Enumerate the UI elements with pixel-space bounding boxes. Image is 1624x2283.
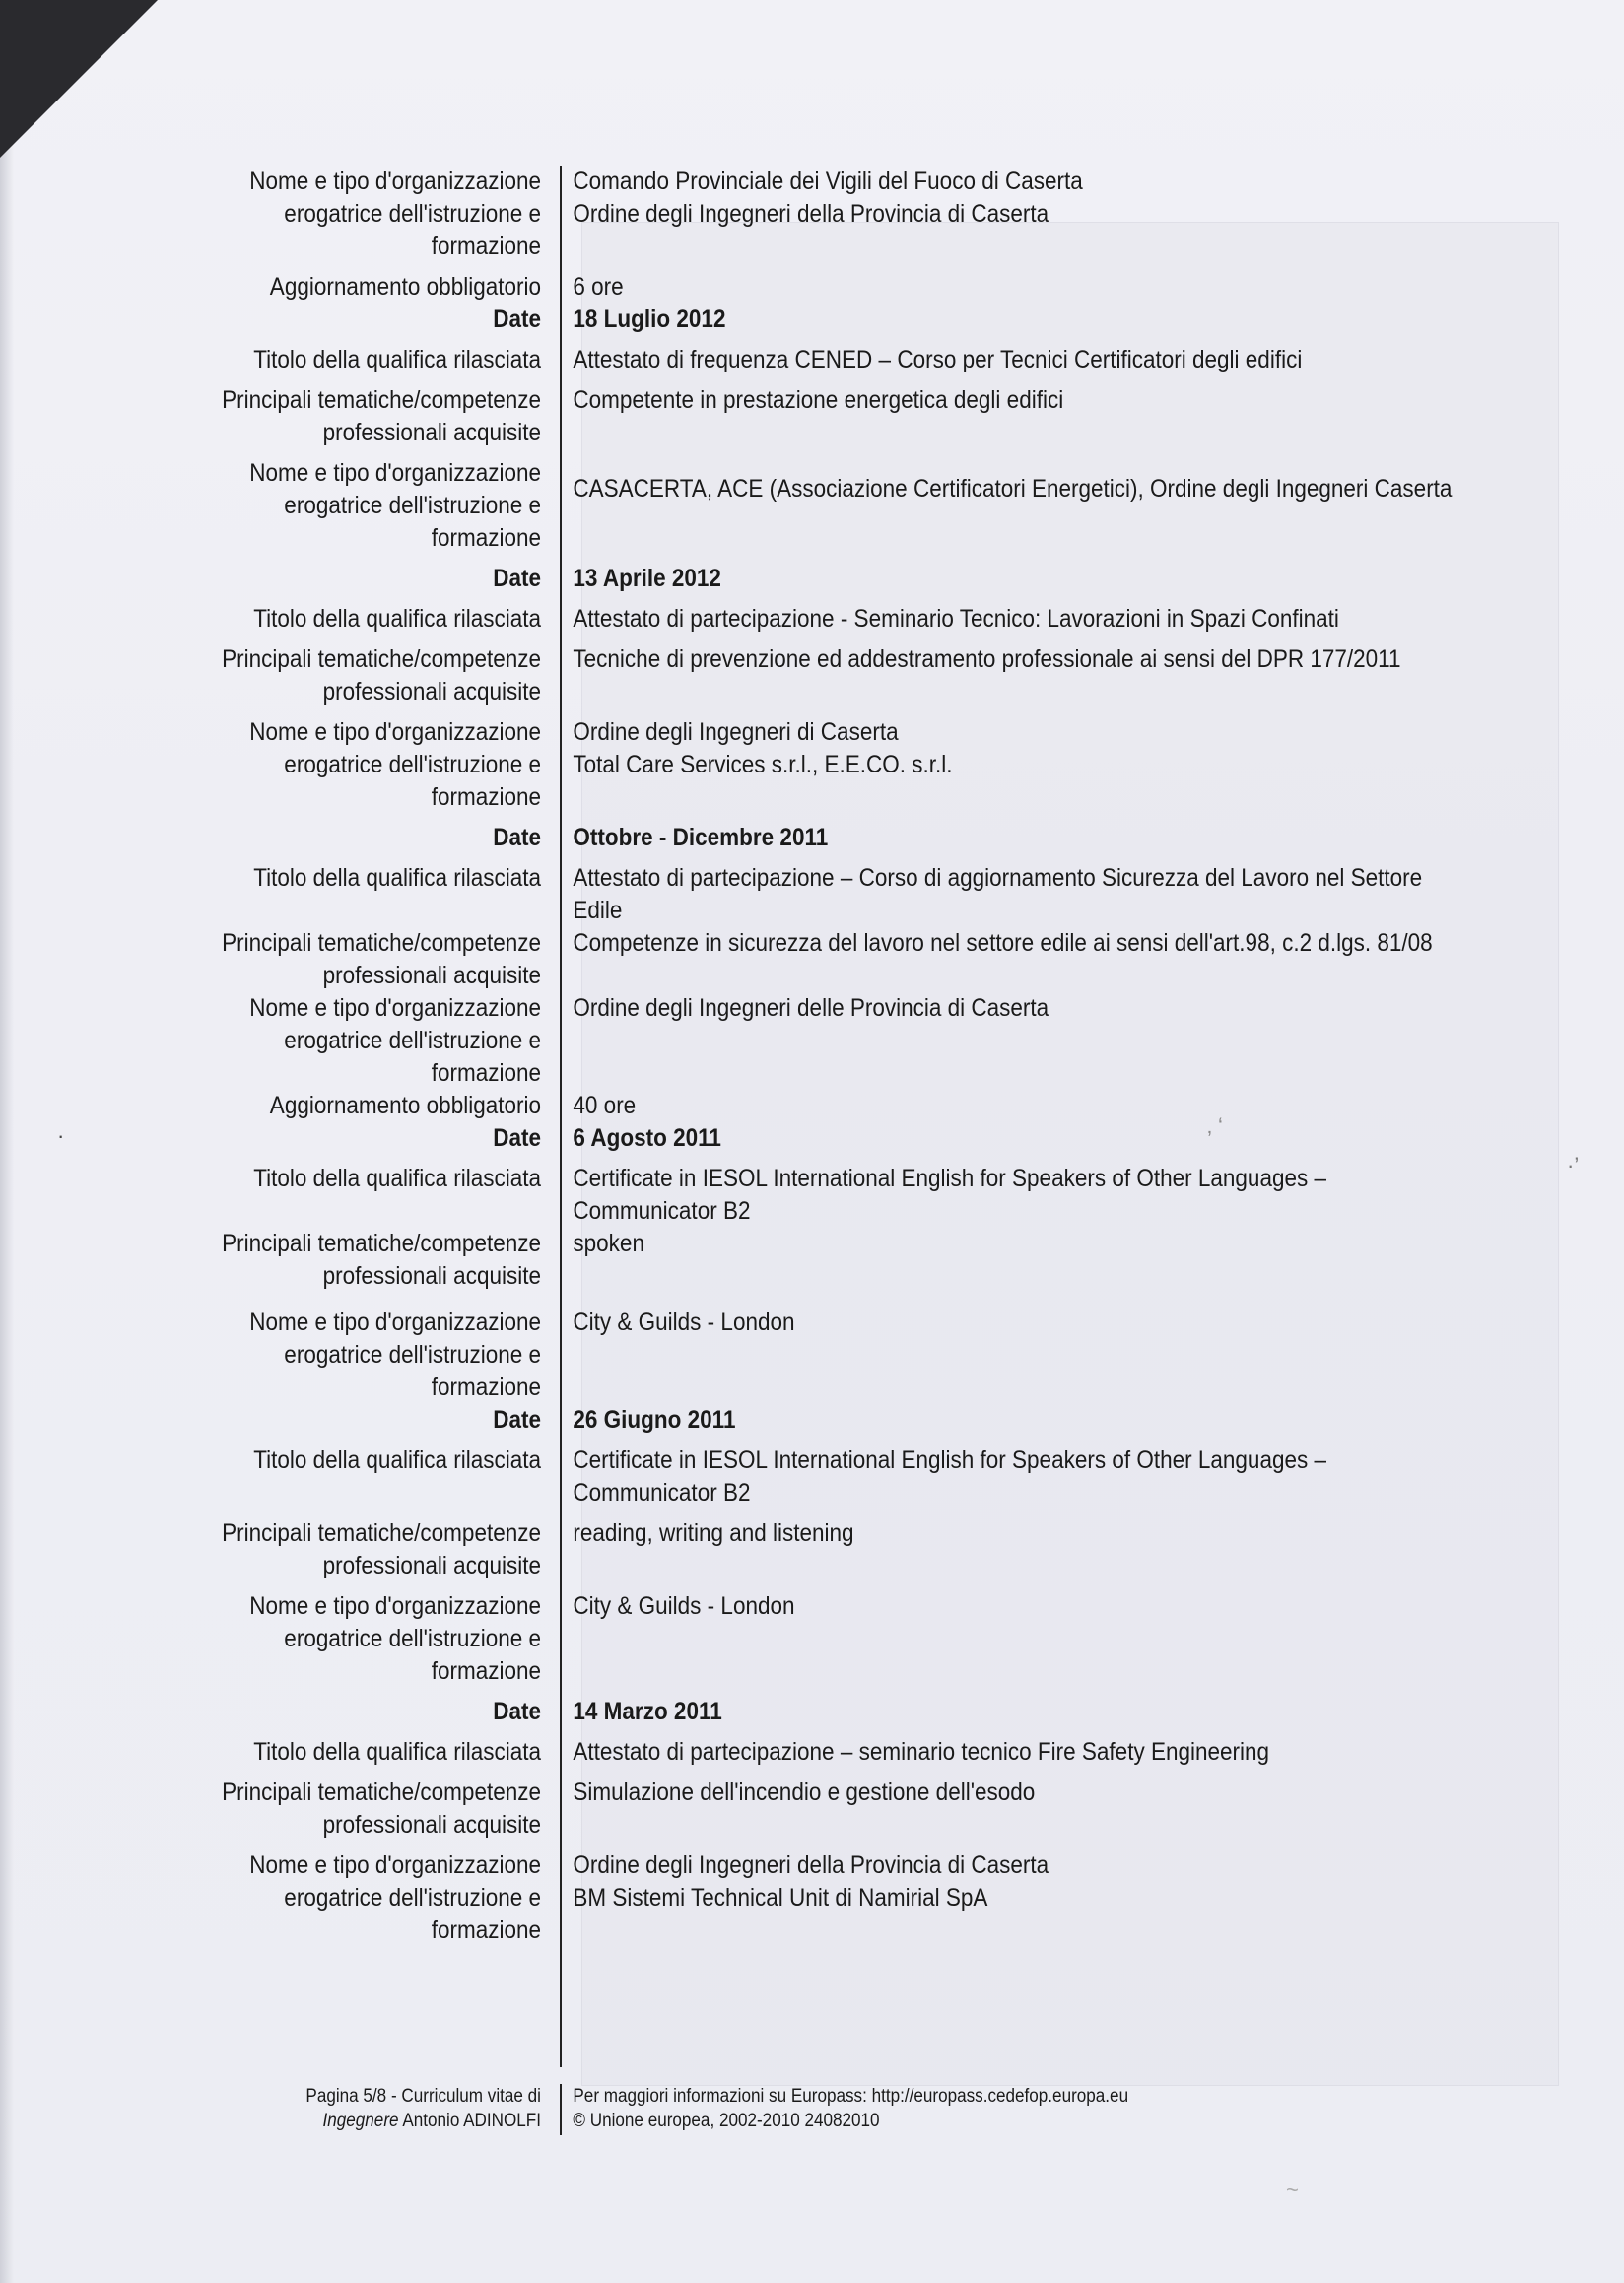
skills-label: Principali tematiche/competenze professionali acquisite xyxy=(222,1230,541,1290)
org-value: City & Guilds - London xyxy=(573,1592,795,1620)
skills-row xyxy=(158,1228,1557,1293)
title-label: Titolo della qualifica rilasciata xyxy=(253,346,541,373)
footer-page-info xyxy=(197,2084,550,2133)
org-value: Ordine degli Ingegneri della Provincia di Caserta BM Sistemi Technical Unit di Namirial SpA xyxy=(573,1851,1049,1912)
skills-row xyxy=(158,384,1557,449)
extra-row xyxy=(158,271,1557,303)
org-label: Nome e tipo d'organizzazione erogatrice dell'istruzione e formazione xyxy=(249,459,541,552)
title-row xyxy=(158,1736,1557,1769)
date-value: 6 Agosto 2011 xyxy=(573,1124,721,1152)
date-value: Ottobre - Dicembre 2011 xyxy=(573,824,829,851)
date-label: Date xyxy=(493,1406,541,1434)
skills-label: Principali tematiche/competenze professionali acquisite xyxy=(222,645,541,705)
skills-value: Simulazione dell'incendio e gestione dell'esodo xyxy=(573,1779,1036,1806)
date-row xyxy=(158,1696,1557,1728)
date-value: 13 Aprile 2012 xyxy=(573,565,721,592)
title-label: Titolo della qualifica rilasciata xyxy=(253,605,541,633)
date-row xyxy=(158,1404,1557,1437)
org-label: Nome e tipo d'organizzazione erogatrice dell'istruzione e formazione xyxy=(249,718,541,811)
skills-value: reading, writing and listening xyxy=(573,1519,854,1547)
org-label: Nome e tipo d'organizzazione erogatrice dell'istruzione e formazione xyxy=(249,168,541,260)
title-row xyxy=(158,344,1557,376)
org-value: Ordine degli Ingegneri delle Provincia di Caserta xyxy=(573,994,1049,1022)
extra-label: Aggiornamento obbligatorio xyxy=(269,1092,541,1119)
extra-row xyxy=(158,1090,1557,1122)
skills-value: spoken xyxy=(573,1230,644,1257)
skills-value: Competente in prestazione energetica degli edifici xyxy=(573,386,1064,414)
skills-row xyxy=(158,1517,1557,1582)
title-row xyxy=(158,1444,1557,1510)
page-left-shadow xyxy=(0,0,14,2283)
org-label: Nome e tipo d'organizzazione erogatrice dell'istruzione e formazione xyxy=(249,994,541,1087)
title-label: Titolo della qualifica rilasciata xyxy=(253,864,541,892)
date-label: Date xyxy=(493,305,541,333)
date-row xyxy=(158,822,1557,854)
org-row xyxy=(158,716,1557,814)
title-row xyxy=(158,603,1557,636)
skills-label: Principali tematiche/competenze professionali acquisite xyxy=(222,929,541,989)
org-row xyxy=(158,1849,1557,1947)
page-footer xyxy=(158,2084,1557,2133)
footer-author-title: Ingegnere xyxy=(322,2111,399,2131)
title-row xyxy=(158,1163,1557,1228)
date-value: 26 Giugno 2011 xyxy=(573,1406,736,1434)
org-row xyxy=(158,1590,1557,1688)
org-label: Nome e tipo d'organizzazione erogatrice dell'istruzione e formazione xyxy=(249,1592,541,1685)
org-row xyxy=(158,166,1557,263)
skills-row xyxy=(158,927,1557,992)
org-value: Comando Provinciale dei Vigili del Fuoco di Caserta Ordine degli Ingegneri della Provincia di Caserta xyxy=(573,168,1083,228)
title-row xyxy=(158,862,1557,927)
org-row xyxy=(158,457,1557,555)
skills-label: Principali tematiche/competenze professionali acquisite xyxy=(222,1519,541,1579)
title-label: Titolo della qualifica rilasciata xyxy=(253,1446,541,1474)
org-row xyxy=(158,1307,1557,1404)
cv-section-education xyxy=(158,166,1557,1947)
title-value: Certificate in IESOL International English for Speakers of Other Languages – Communicator B2 xyxy=(573,1165,1327,1225)
title-value: Attestato di partecipazione – seminario tecnico Fire Safety Engineering xyxy=(573,1738,1270,1766)
footer-page-number: Pagina 5/8 - Curriculum vitae di xyxy=(305,2086,541,2107)
skills-label: Principali tematiche/competenze professionali acquisite xyxy=(222,386,541,446)
skills-value: Competenze in sicurezza del lavoro nel settore edile ai sensi dell'art.98, c.2 d.lgs. 81/08 xyxy=(573,929,1433,957)
title-label: Titolo della qualifica rilasciata xyxy=(253,1738,541,1766)
org-value: CASACERTA, ACE (Associazione Certificatori Energetici), Ordine degli Ingegneri Caserta xyxy=(573,475,1453,503)
footer-author-name: Antonio ADINOLFI xyxy=(402,2111,541,2131)
org-label: Nome e tipo d'organizzazione erogatrice dell'istruzione e formazione xyxy=(249,1851,541,1944)
date-label: Date xyxy=(493,1124,541,1152)
footer-info-link: Per maggiori informazioni su Europass: http://europass.cedefop.europa.eu xyxy=(573,2086,1129,2107)
footer-europass-info xyxy=(550,2084,1128,2133)
skills-row xyxy=(158,643,1557,708)
title-value: Attestato di partecipazione - Seminario Tecnico: Lavorazioni in Spazi Confinati xyxy=(573,605,1339,633)
skills-row xyxy=(158,1777,1557,1842)
skills-value: Tecniche di prevenzione ed addestramento professionale ai sensi del DPR 177/2011 xyxy=(573,645,1401,673)
date-value: 18 Luglio 2012 xyxy=(573,305,726,333)
scan-speck: · xyxy=(57,1123,65,1148)
scan-speck: ‚ ‘ xyxy=(1207,1113,1223,1138)
date-row xyxy=(158,563,1557,595)
title-value: Attestato di partecipazione – Corso di aggiornamento Sicurezza del Lavoro nel Settore Edile xyxy=(573,864,1423,924)
footer-copyright: © Unione europea, 2002-2010 24082010 xyxy=(573,2111,880,2131)
date-label: Date xyxy=(493,565,541,592)
scan-speck: ·’ xyxy=(1567,1153,1580,1177)
date-label: Date xyxy=(493,1698,541,1725)
skills-label: Principali tematiche/competenze professionali acquisite xyxy=(222,1779,541,1839)
extra-value: 6 ore xyxy=(573,273,624,301)
title-label: Titolo della qualifica rilasciata xyxy=(253,1165,541,1192)
org-value: Ordine degli Ingegneri di Caserta Total Care Services s.r.l., E.E.CO. s.r.l. xyxy=(573,718,953,778)
date-value: 14 Marzo 2011 xyxy=(573,1698,722,1725)
scan-speck: ~ xyxy=(1286,2178,1299,2202)
title-value: Certificate in IESOL International English for Speakers of Other Languages – Communicator B2 xyxy=(573,1446,1327,1507)
org-value: City & Guilds - London xyxy=(573,1309,795,1336)
date-row xyxy=(158,1122,1557,1155)
folded-corner xyxy=(0,0,158,158)
extra-value: 40 ore xyxy=(573,1092,637,1119)
org-row xyxy=(158,992,1557,1090)
title-value: Attestato di frequenza CENED – Corso per Tecnici Certificatori degli edifici xyxy=(573,346,1303,373)
extra-label: Aggiornamento obbligatorio xyxy=(269,273,541,301)
date-row xyxy=(158,303,1557,336)
org-label: Nome e tipo d'organizzazione erogatrice dell'istruzione e formazione xyxy=(249,1309,541,1401)
date-label: Date xyxy=(493,824,541,851)
